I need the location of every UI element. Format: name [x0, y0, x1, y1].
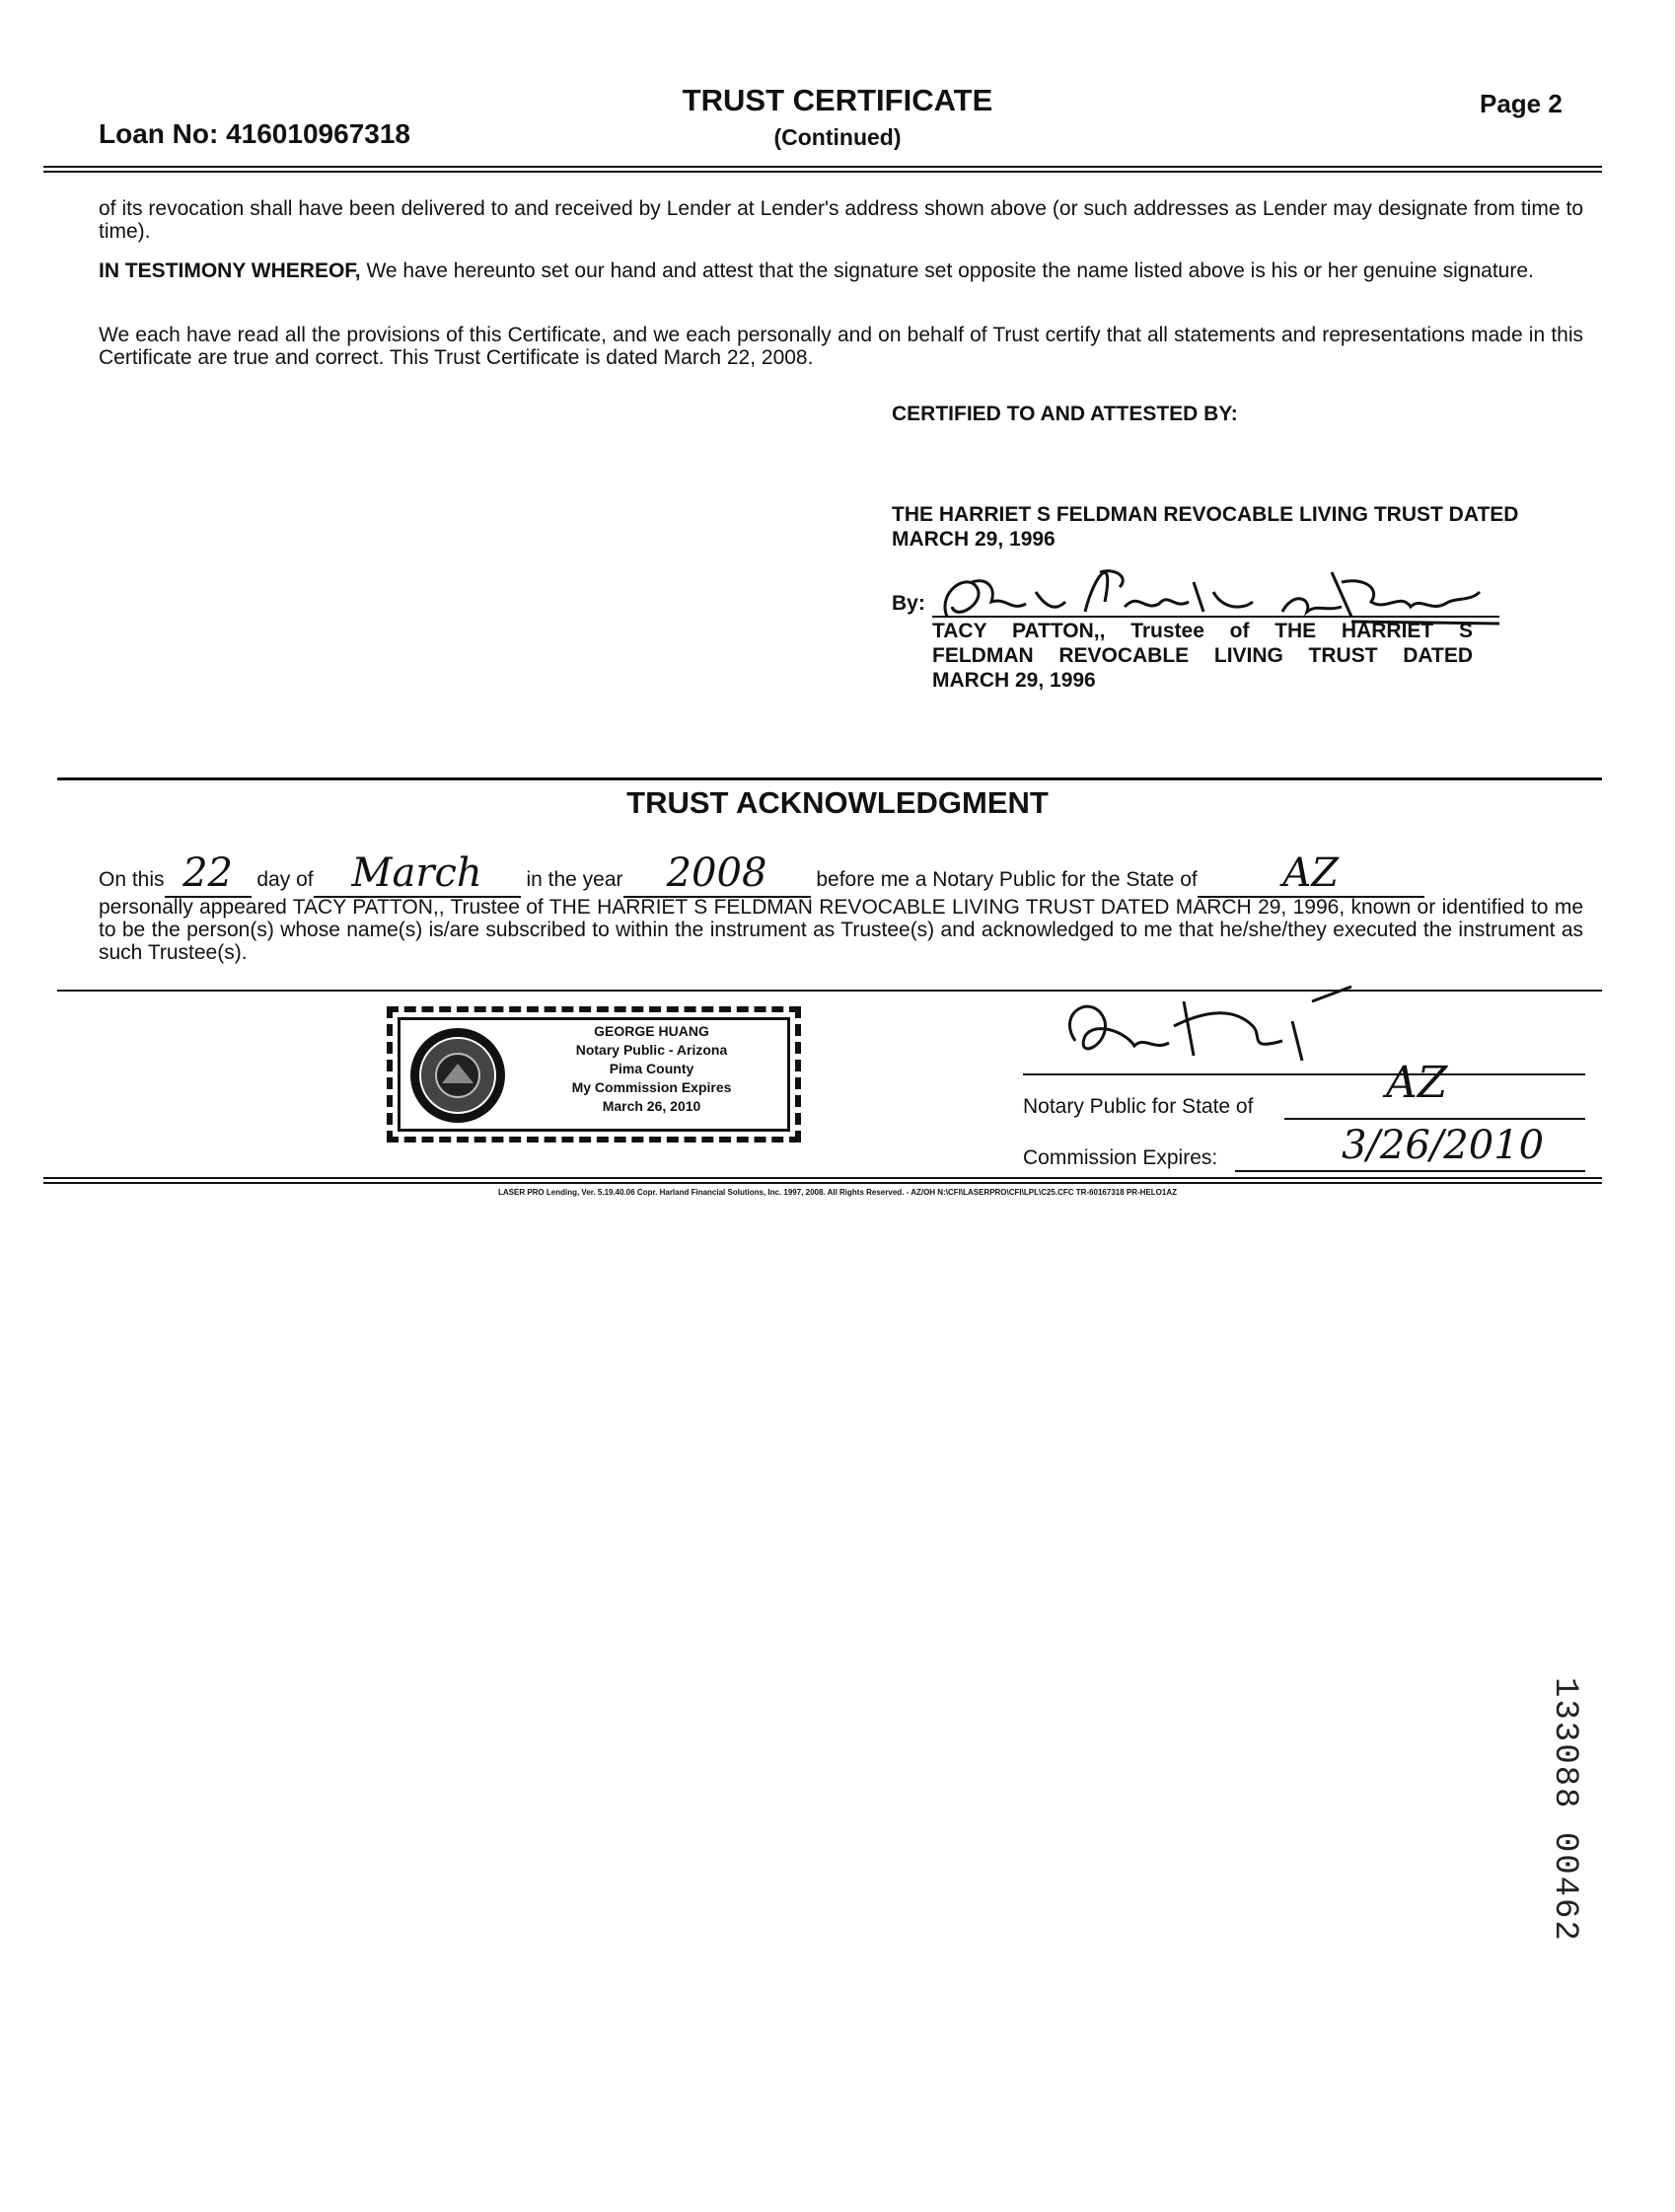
signer-line1: TACY PATTON,, Trustee of THE HARRIET S	[932, 620, 1473, 642]
day-value: 22	[182, 850, 233, 896]
stamp-expiry: March 26, 2010	[602, 1098, 701, 1114]
notary-signature	[1036, 972, 1411, 1080]
day-of-label: day of	[256, 868, 314, 891]
in-the-year-label: in the year	[526, 868, 623, 891]
testimony-lead: IN TESTIMONY WHEREOF,	[99, 259, 361, 282]
signer-line3: MARCH 29, 1996	[932, 669, 1096, 692]
notary-stamp	[387, 1006, 801, 1143]
margin-document-number: 133088 00462	[1546, 1677, 1583, 1943]
testimony-text: We have hereunto set our hand and attest that the signature set opposite the name listed above is his or her genuine signature.	[360, 259, 1534, 282]
certify-paragraph: We each have read all the provisions of this Certificate, and we each personally and on behalf of Trust certify that all statements and representations made in this Certificate are true and correct. This Trust Certificate is dated March 22, 2008.	[99, 324, 1583, 369]
notary-state-line	[1284, 1118, 1585, 1120]
commission-expires-label: Commission Expires:	[1023, 1146, 1218, 1169]
commission-expires-value: 3/26/2010	[1342, 1123, 1545, 1168]
certified-heading: CERTIFIED TO AND ATTESTED BY:	[892, 403, 1238, 425]
footer-rule-top	[43, 1177, 1602, 1179]
testimony-paragraph	[99, 259, 1583, 282]
month-value: March	[351, 850, 482, 896]
stamp-title: Notary Public - Arizona	[575, 1042, 728, 1058]
notary-signature-line	[1023, 1073, 1585, 1075]
ack-title: TRUST ACKNOWLEDGMENT	[626, 785, 1049, 820]
revocation-paragraph: of its revocation shall have been delivered to and received by Lender at Lender's address shown above (or such addresses as Lender may designate from time to time).	[99, 197, 1583, 243]
on-this-label: On this	[99, 868, 165, 891]
by-label: By:	[892, 592, 925, 615]
ack-body: personally appeared TACY PATTON,, Trustee of THE HARRIET S FELDMAN REVOCABLE LIVING TRUST DATED MARCH 29, 1996, known or identified to me to be the person(s) whose name(s) is/are subscribed to within the instrument as Trustee(s) and acknowledged to me that he/she/they executed the instrument as such Trustee(s).	[99, 896, 1583, 964]
ack-fill-line	[99, 850, 1588, 898]
notary-seal-icon	[406, 1024, 509, 1127]
header-rule-top	[43, 166, 1602, 168]
trust-name-line1: THE HARRIET S FELDMAN REVOCABLE LIVING TRUST DATED	[892, 503, 1519, 526]
trust-name-line2: MARCH 29, 1996	[892, 528, 1056, 551]
notary-state-value: AZ	[1386, 1058, 1448, 1108]
stamp-commission: My Commission Expires	[571, 1079, 732, 1095]
software-footer: LASER PRO Lending, Ver. 5.19.40.06 Copr. Harland Financial Solutions, Inc. 1997, 2008. All Rights Reserved. - AZ/OH N:\CFI\LASERPRO\CFI\LPL\C25.CFC TR-60167318 PR-HELO1AZ	[497, 1188, 1178, 1197]
stamp-county: Pima County	[609, 1061, 694, 1076]
header-rule-bottom	[43, 171, 1602, 173]
document-title: TRUST CERTIFICATE	[682, 83, 993, 117]
commission-expires-line	[1235, 1170, 1585, 1172]
notary-state-label: Notary Public for State of	[1023, 1095, 1254, 1118]
loan-number: Loan No: 416010967318	[99, 118, 410, 149]
footer-rule-bottom	[43, 1182, 1602, 1184]
ack-rule	[57, 777, 1602, 780]
document-subtitle: (Continued)	[773, 124, 902, 150]
ack-state-value: AZ	[1282, 850, 1340, 896]
page-number: Page 2	[1480, 89, 1563, 118]
before-me-label: before me a Notary Public for the State of	[816, 868, 1198, 891]
year-value: 2008	[666, 850, 767, 896]
signer-line2: FELDMAN REVOCABLE LIVING TRUST DATED	[932, 644, 1473, 667]
stamp-name: GEORGE HUANG	[594, 1023, 709, 1039]
